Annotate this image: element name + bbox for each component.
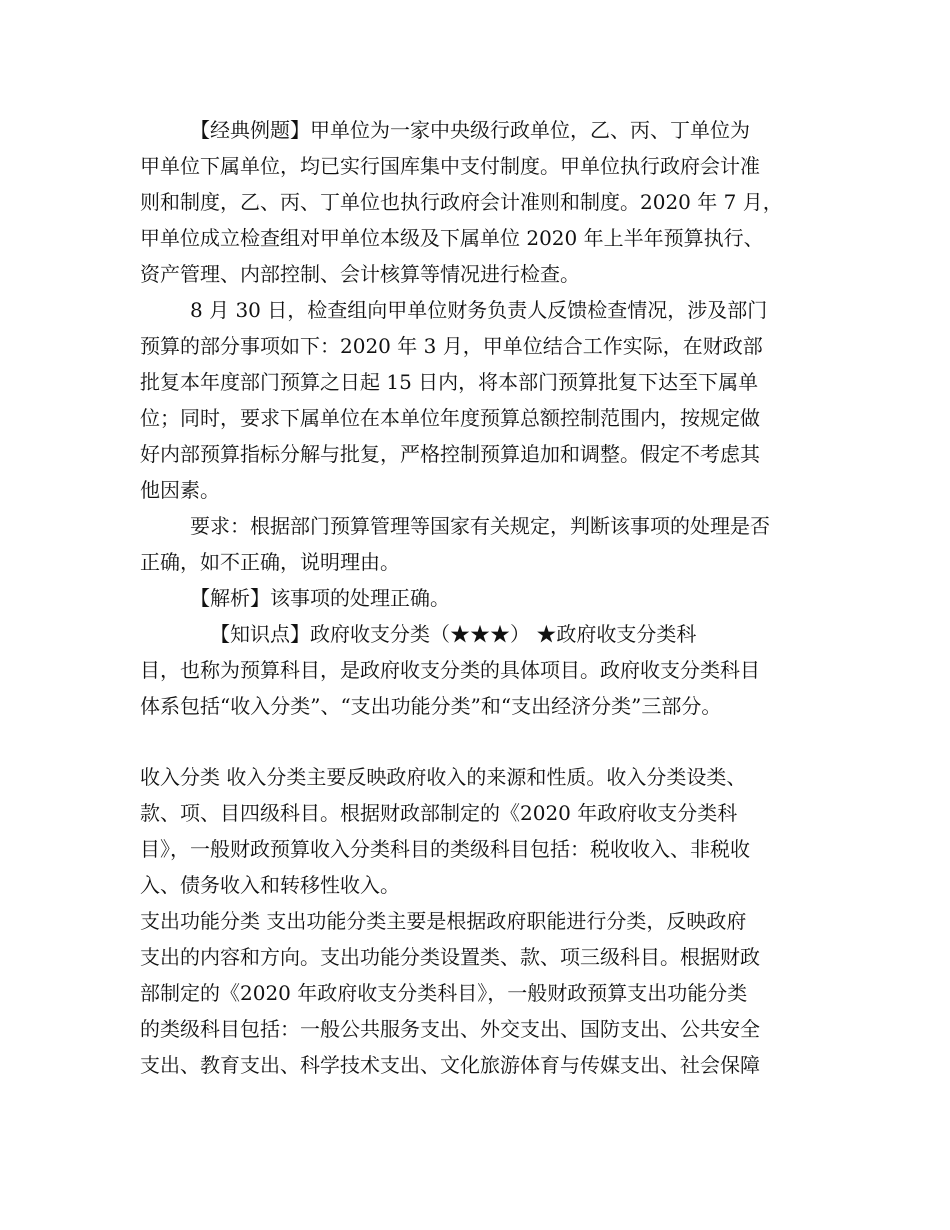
feedback-para-line-2: 预算的部分事项如下：2020 年 3 月，甲单位结合工作实际，在财政部	[140, 334, 763, 358]
requirement-line-2: 正确，如不正确，说明理由。	[140, 550, 400, 574]
income-class-line-2: 款、项、目四级科目。根据财政部制定的《2020 年政府收支分类科	[140, 801, 738, 825]
expense-class-line-3: 部制定的《2020 年政府收支分类科目》，一般财政预算支出功能分类	[140, 981, 748, 1005]
example-para-line-5: 资产管理、内部控制、会计核算等情况进行检查。	[140, 262, 580, 286]
feedback-para-line-3: 批复本年度部门预算之日起 15 日内，将本部门预算批复下达至下属单	[140, 370, 759, 394]
expense-class-line-5: 支出、教育支出、科学技术支出、文化旅游体育与传媒支出、社会保障	[140, 1053, 760, 1077]
income-class-line-1: 收入分类 收入分类主要反映政府收入的来源和性质。收入分类设类、	[140, 765, 747, 789]
expense-class-line-1: 支出功能分类 支出功能分类主要是根据政府职能进行分类，反映政府	[140, 909, 747, 933]
example-para-line-1: 【经典例题】甲单位为一家中央级行政单位，乙、丙、丁单位为	[190, 118, 750, 142]
feedback-para-line-1: 8 月 30 日，检查组向甲单位财务负责人反馈检查情况，涉及部门	[190, 298, 768, 322]
knowledge-point-line-2: 目，也称为预算科目，是政府收支分类的具体项目。政府收支分类科目	[140, 658, 760, 682]
example-para-line-4: 甲单位成立检查组对甲单位本级及下属单位 2020 年上半年预算执行、	[140, 226, 764, 250]
income-class-line-3: 目》，一般财政预算收入分类科目的类级科目包括：税收收入、非税收	[140, 837, 750, 861]
feedback-para-line-4: 位；同时，要求下属单位在本单位年度预算总额控制范围内，按规定做	[140, 406, 760, 430]
feedback-para-line-5: 好内部预算指标分解与批复，严格控制预算追加和调整。假定不考虑其	[140, 442, 760, 466]
knowledge-point-line-3: 体系包括“收入分类”、“支出功能分类”和“支出经济分类”三部分。	[140, 694, 722, 718]
requirement-line-1: 要求：根据部门预算管理等国家有关规定，判断该事项的处理是否	[190, 514, 770, 538]
expense-class-line-2: 支出的内容和方向。支出功能分类设置类、款、项三级科目。根据财政	[140, 945, 760, 969]
income-class-line-4: 入、债务收入和转移性收入。	[140, 873, 400, 897]
feedback-para-line-6: 他因素。	[140, 478, 220, 502]
example-para-line-3: 则和制度，乙、丙、丁单位也执行政府会计准则和制度。2020 年 7 月，	[140, 190, 783, 214]
analysis-line: 【解析】该事项的处理正确。	[190, 586, 450, 610]
expense-class-line-4: 的类级科目包括：一般公共服务支出、外交支出、国防支出、公共安全	[140, 1017, 760, 1041]
example-para-line-2: 甲单位下属单位，均已实行国库集中支付制度。甲单位执行政府会计准	[140, 154, 760, 178]
knowledge-point-line-1: 【知识点】政府收支分类（★★★） ★政府收支分类科	[210, 622, 697, 646]
